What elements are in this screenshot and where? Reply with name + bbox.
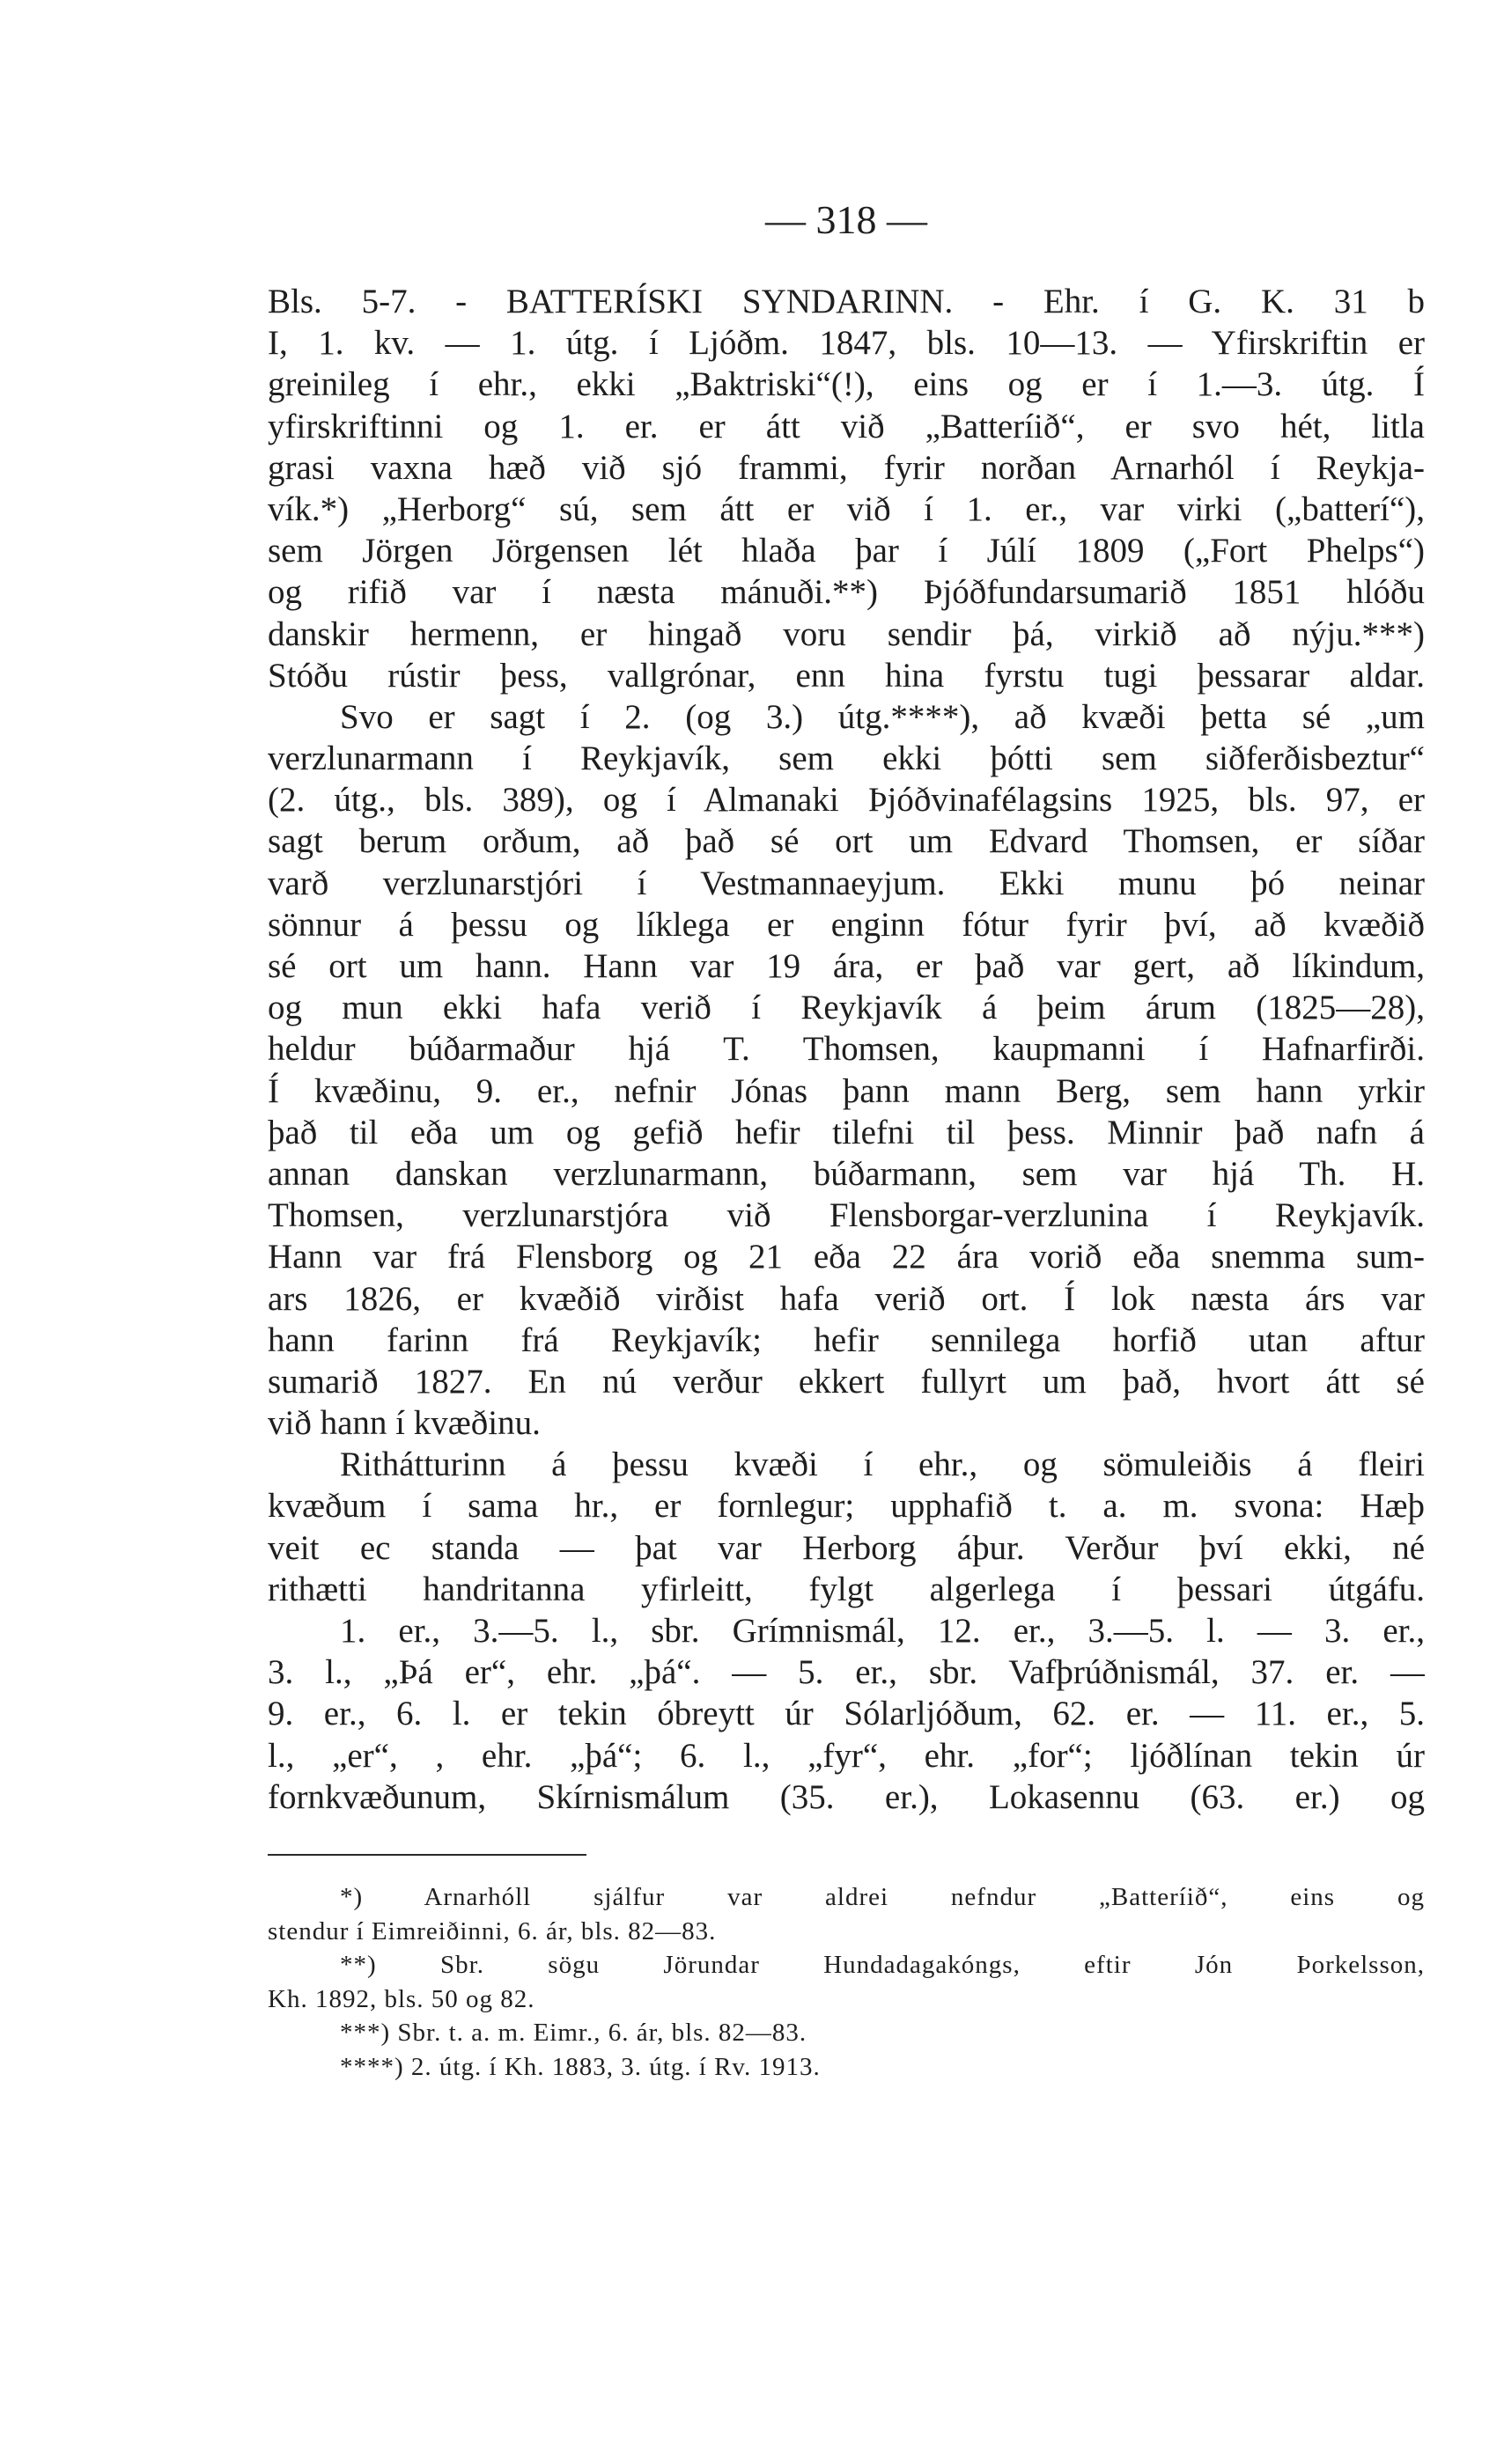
text-line: greinileg í ehr., ekki „Baktriski“(!), eins og er í 1.—3. útg. Í: [268, 365, 1425, 404]
text-line: 3. l., „Þá er“, ehr. „þá“. — 5. er., sbr. Vafþrúðnismál, 37. er. —: [268, 1653, 1425, 1692]
text-line: Rithátturinn á þessu kvæði í ehr., og sömuleiðis á fleiri: [340, 1445, 1425, 1484]
text-line: sem Jörgen Jörgensen lét hlaða þar í Júlí 1809 („Fort Phelps“): [268, 532, 1425, 570]
text-line: Stóðu rústir þess, vallgrónar, enn hina fyrstu tugi þessarar aldar.: [268, 656, 1425, 695]
footnote-line: stendur í Eimreiðinni, 6. ár, bls. 82—83.: [268, 1916, 717, 1945]
footnote-line: **) Sbr. sögu Jörundar Hundadagakóngs, eftir Jón Þorkelsson,: [340, 1951, 1425, 1979]
text-line: I, 1. kv. — 1. útg. í Ljóðm. 1847, bls. 10—13. — Yfirskriftin er: [268, 324, 1425, 363]
text-line: Svo er sagt í 2. (og 3.) útg.****), að kvæði þetta sé „um: [340, 697, 1425, 736]
text-line: veit ec standa — þat var Herborg áþur. Verður því ekki, né: [268, 1528, 1425, 1567]
text-line: kvæðum í sama hr., er fornlegur; upphafið t. a. m. svona: Hæþ: [268, 1487, 1425, 1526]
footnote-divider: [268, 1854, 586, 1856]
footnote-line: ***) Sbr. t. a. m. Eimr., 6. ár, bls. 82—83.: [340, 2019, 807, 2047]
text-line: Hann var frá Flensborg og 21 eða 22 ára vorið eða snemma sum-: [268, 1238, 1425, 1276]
text-line: sönnur á þessu og líklega er enginn fótur fyrir því, að kvæðið: [268, 905, 1425, 944]
text-line: rithætti handritanna yfirleitt, fylgt algerlega í þessari útgáfu.: [268, 1570, 1425, 1608]
text-line: l., „er“, , ehr. „þá“; 6. l., „fyr“, ehr. „for“; ljóðlínan tekin úr: [268, 1736, 1425, 1775]
text-line: við hann í kvæðinu.: [268, 1404, 541, 1443]
main-text: [268, 281, 1425, 1818]
text-line: 9. er., 6. l. er tekin óbreytt úr Sólarljóðum, 62. er. — 11. er., 5.: [268, 1695, 1425, 1733]
text-line: sumarið 1827. En nú verður ekkert fullyrt um það, hvort átt sé: [268, 1362, 1425, 1401]
text-line: verzlunarmann í Reykjavík, sem ekki þótti sem siðferðisbeztur“: [268, 739, 1425, 778]
text-line: Í kvæðinu, 9. er., nefnir Jónas þann mann Berg, sem hann yrkir: [268, 1071, 1425, 1110]
text-line: grasi vaxna hæð við sjó frammi, fyrir norðan Arnarhól í Reykja-: [268, 448, 1425, 487]
text-line: hann farinn frá Reykjavík; hefir sennilega horfið utan aftur: [268, 1320, 1425, 1359]
footnote-line: ****) 2. útg. í Kh. 1883, 3. útg. í Rv. 1913.: [340, 2052, 821, 2081]
text-line: vík.*) „Herborg“ sú, sem átt er við í 1. er., var virki („batterí“),: [268, 489, 1425, 528]
text-line: Thomsen, verzlunarstjóra við Flensborgar-verzlunina í Reykjavík.: [268, 1196, 1425, 1235]
text-line: annan danskan verzlunarmann, búðarmann, sem var hjá Th. H.: [268, 1154, 1425, 1193]
page-number: — 318 —: [765, 197, 927, 242]
text-line: sagt berum orðum, að það sé ort um Edvard Thomsen, er síðar: [268, 822, 1425, 861]
text-line: danskir hermenn, er hingað voru sendir þá, virkið að nýju.***): [268, 614, 1425, 653]
text-line: heldur búðarmaður hjá T. Thomsen, kaupmanni í Hafnarfirði.: [268, 1030, 1425, 1069]
footnote-line: *) Arnarhóll sjálfur var aldrei nefndur „Batteríið“, eins og: [340, 1883, 1425, 1911]
text-line: Bls. 5-7. - BATTERÍSKI SYNDARINN. - Ehr. í G. K. 31 b: [268, 283, 1425, 320]
text-line: varð verzlunarstjóri í Vestmannaeyjum. Ekki munu þó neinar: [268, 864, 1425, 902]
text-line: ars 1826, er kvæðið virðist hafa verið ort. Í lok næsta árs var: [268, 1279, 1425, 1318]
text-line: 1. er., 3.—5. l., sbr. Grímnismál, 12. er., 3.—5. l. — 3. er.,: [340, 1612, 1425, 1650]
footnotes: [268, 1880, 1425, 2084]
text-line: það til eða um og gefið hefir tilefni til þess. Minnir það nafn á: [268, 1113, 1425, 1151]
footnote-line: Kh. 1892, bls. 50 og 82.: [268, 1984, 535, 2013]
text-line: og mun ekki hafa verið í Reykjavík á þeim árum (1825—28),: [268, 989, 1425, 1027]
text-line: fornkvæðunum, Skírnismálum (35. er.), Lokasennu (63. er.) og: [268, 1777, 1425, 1816]
text-line: sé ort um hann. Hann var 19 ára, er það var gert, að líkindum,: [268, 947, 1425, 985]
text-line: og rifið var í næsta mánuði.**) Þjóðfundarsumarið 1851 hlóðu: [268, 573, 1425, 612]
text-line: yfirskriftinni og 1. er. er átt við „Batteríið“, er svo hét, litla: [268, 407, 1425, 445]
text-line: (2. útg., bls. 389), og í Almanaki Þjóðvinafélagsins 1925, bls. 97, er: [268, 781, 1425, 820]
